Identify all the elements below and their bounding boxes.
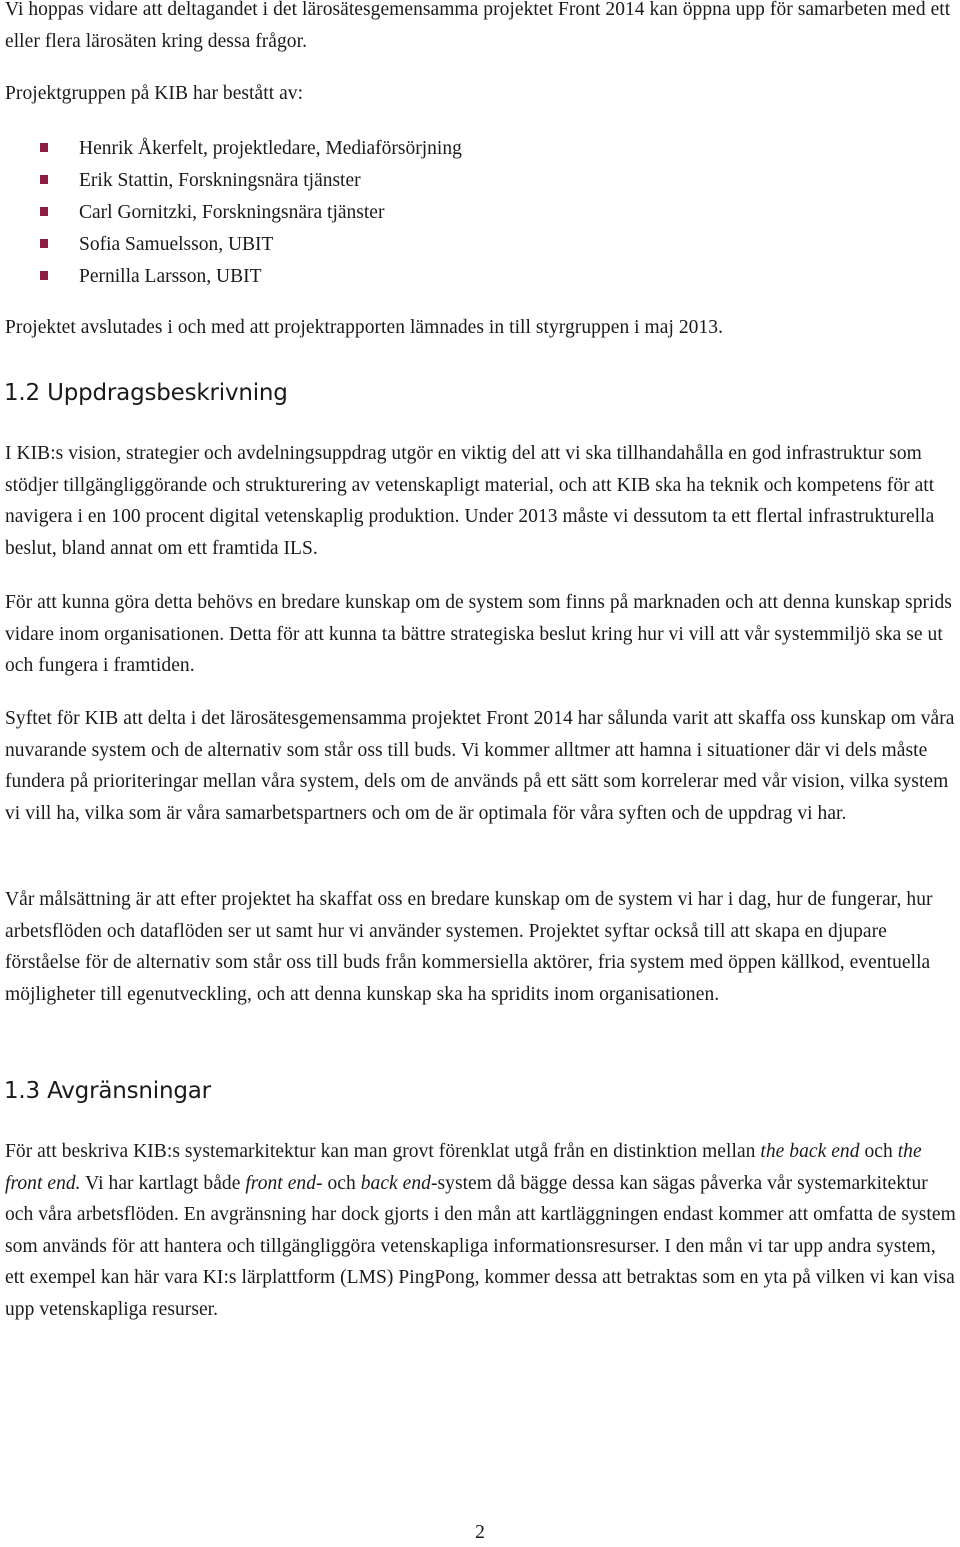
text-run: system då bägge dessa kan sägas påverka vår systemarkitektur och våra arbetsflöden. En avgränsning har dock gjorts i den mån att kartläggningen endast kommer att omfatta de system som används för att hantera och tillgängliggöra vetenskapliga informationsresurser. I den mån vi tar upp andra system, ett exempel kan här vara KI:s lärplattform (LMS) PingPong, kommer dessa att betraktas som en yta på vilken vi kan visa upp vetenskapliga resurser. xyxy=(5,1172,956,1320)
square-bullet-icon xyxy=(40,239,48,248)
team-member: Erik Stattin, Forskningsnära tjänster xyxy=(79,170,361,191)
project-closing-paragraph: Projektet avslutades i och med att projektrapporten lämnades in till styrgruppen i maj 2013. xyxy=(5,317,723,338)
section-heading-avgransningar: 1.3 Avgränsningar xyxy=(4,1078,211,1104)
list-item xyxy=(40,133,462,165)
intro-paragraph: Vi hoppas vidare att deltagandet i det lärosätesgemensamma projektet Front 2014 kan öppna upp för samarbeten med ett eller flera lärosäten kring dessa frågor. xyxy=(5,0,951,52)
italic-term: back end- xyxy=(360,1172,438,1194)
page-number: 2 xyxy=(475,1522,485,1543)
body-paragraph: Syftet för KIB att delta i det lärosätesgemensamma projektet Front 2014 har sålunda varit att skaffa oss kunskap om våra nuvarande system och de alternativ som står oss till buds. Vi kommer alltmer att hamna i situationer där vi dels måste fundera på prioriteringar mellan våra system, dels om de används på ett sätt som korrelerar med vår vision, vilka system vi vill ha, vilka som är våra samarbetspartners och om de är optimala för våra syften och de uppdrag vi har. xyxy=(5,708,955,824)
team-member-list xyxy=(40,133,462,293)
body-paragraph: Vår målsättning är att efter projektet ha skaffat oss en bredare kunskap om de system vi har i dag, hur de fungerar, hur arbetsflöden och dataflöden ser ut samt hur vi använder systemen. Projektet syftar också till att skapa en djupare förståelse för de alternativ som står oss till buds från kommersiella aktörer, fria system med öppen källkod, eventuella möjligheter till egenutveckling, och att denna kunskap ska ha spridits inom organisationen. xyxy=(5,889,933,1005)
text-run: och xyxy=(859,1141,898,1162)
body-paragraph-avgransningar xyxy=(5,1136,957,1325)
team-member: Pernilla Larsson, UBIT xyxy=(79,266,262,287)
italic-term: the front end. xyxy=(5,1141,922,1194)
text-run: och xyxy=(322,1172,361,1194)
list-item xyxy=(40,165,462,197)
body-paragraph: För att kunna göra detta behövs en bredare kunskap om de system som finns på marknaden och att denna kunskap sprids vidare inom organisationen. Detta för att kunna ta bättre strategiska beslut kring hur vi vill att vår systemmiljö ska se ut och fungera i framtiden. xyxy=(5,592,952,676)
square-bullet-icon xyxy=(40,207,48,216)
square-bullet-icon xyxy=(40,143,48,152)
italic-term: the back end xyxy=(760,1141,860,1162)
section-heading-uppdragsbeskrivning: 1.2 Uppdragsbeskrivning xyxy=(4,380,288,406)
team-member: Sofia Samuelsson, UBIT xyxy=(79,234,274,255)
team-member: Carl Gornitzki, Forskningsnära tjänster xyxy=(79,202,385,223)
list-item xyxy=(40,229,462,261)
body-paragraph: I KIB:s vision, strategier och avdelningsuppdrag utgör en viktig del att vi ska tillhandahålla en god infrastruktur som stödjer tillgängliggörande och strukturering av vetenskapligt material, och att KIB ska ha teknik och kompetens för att navigera i en 100 procent digital vetenskaplig produktion. Under 2013 måste vi dessutom ta ett flertal infrastrukturella beslut, bland annat om ett framtida ILS. xyxy=(5,443,935,559)
italic-term: front end- xyxy=(245,1172,323,1194)
list-item xyxy=(40,261,462,293)
text-run: Vi har kartlagt både xyxy=(80,1172,246,1194)
team-intro: Projektgruppen på KIB har bestått av: xyxy=(5,83,304,104)
team-member: Henrik Åkerfelt, projektledare, Mediaförsörjning xyxy=(79,138,462,159)
square-bullet-icon xyxy=(40,175,48,184)
text-run: För att beskriva KIB:s systemarkitektur kan man grovt förenklat utgå från en distinktion mellan xyxy=(5,1141,761,1162)
list-item xyxy=(40,197,462,229)
square-bullet-icon xyxy=(40,271,48,280)
